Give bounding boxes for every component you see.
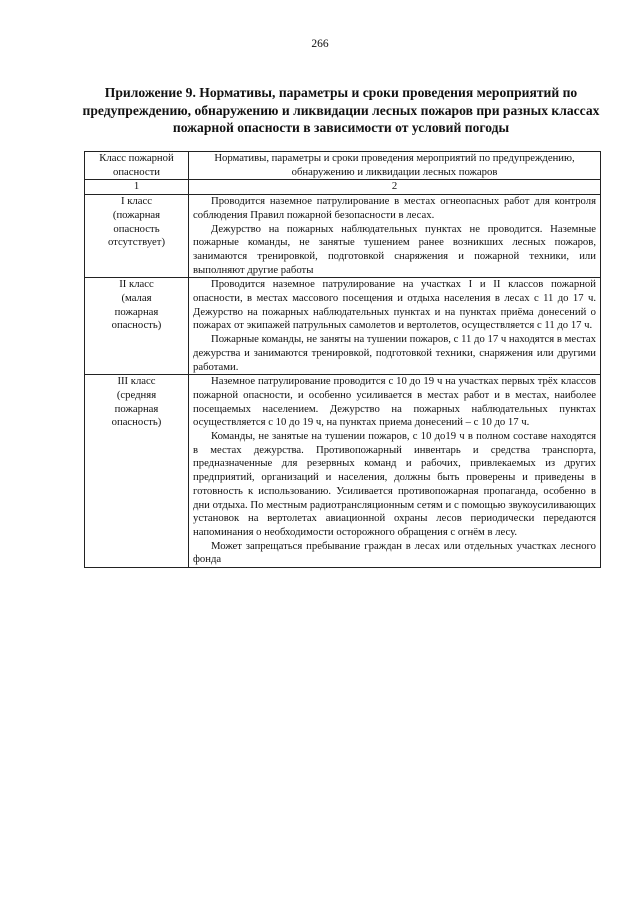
class-description: пожарная: [114, 402, 159, 415]
page-number: 266: [311, 38, 329, 50]
class-1-measures: [189, 195, 601, 278]
class-3-measures: [189, 375, 601, 568]
class-description: опасность: [113, 222, 160, 235]
class-description: (малая: [121, 292, 152, 305]
class-description: (средняя: [116, 388, 157, 401]
class-label: II класс: [119, 278, 154, 291]
header-measures-column: Нормативы, параметры и сроки проведения мероприятий по предупреждению, обнаружению и ликвидации лесных пожаров: [189, 152, 601, 180]
measure-paragraph: Команды, не занятые на тушении пожаров, с 10 до19 ч в полном составе находятся в местах дежурства. Противопожарный инвентарь и средства транспорта, предназначенные для резервных команд и рабочих, привлекаемых из других предприятий, организаций и населения, должны быть проверены и приведены в готовность к использованию. Усиливается противопожарная пропаганда, особенно в дни отдыха. По местным радиотрансляционным сетям и с помощью звукоусиливающих установок на вертолетах авиационной охраны лесов периодически передаются напоминания о необходимости осторожного обращения с огнём в лесу.: [193, 430, 596, 538]
appendix-title: Приложение 9. Нормативы, параметры и сроки проведения мероприятий по предупреждению, обнаружению и ликвидации лесных пожаров при разных классах пожарной опасности в зависимости от условий погоды: [82, 85, 600, 135]
table-row-class-2: [85, 278, 601, 375]
class-2-cell: [85, 278, 189, 375]
measure-paragraph: Проводится наземное патрулирование в местах огнеопасных работ для контроля соблюдения Правил пожарной безопасности в лесах.: [193, 195, 596, 221]
table-row-class-3: [85, 375, 601, 568]
table-row-class-1: [85, 195, 601, 278]
header-class-column: Класс пожарной опасности: [85, 152, 189, 180]
class-description: отсутствует): [107, 236, 166, 249]
class-label: I класс: [121, 195, 152, 208]
class-2-measures: [189, 278, 601, 375]
class-description: (пожарная: [112, 208, 161, 221]
class-description: опасность): [111, 416, 162, 429]
class-3-cell: [85, 375, 189, 568]
column-number-1: 1: [85, 180, 189, 195]
class-1-cell: [85, 195, 189, 278]
table-header-row: [85, 152, 601, 180]
class-description: опасность): [111, 319, 162, 332]
measure-paragraph: Наземное патрулирование проводится с 10 до 19 ч на участках первых трёх классов пожарной опасности, и особенно усиливается в местах работ и в местах, наиболее посещаемых населением. Дежурство на пожарных наблюдательных пунктах осуществляется с 10 до 19 ч, на пунктах приема донесений – с 10 до 17 ч.: [193, 375, 596, 429]
class-description: пожарная: [114, 305, 159, 318]
fire-danger-norms-table: [84, 151, 601, 568]
measure-paragraph: Дежурство на пожарных наблюдательных пунктах не проводится. Наземные пожарные команды, не занятые тушением ранее возникших лесных пожаров, занимаются тренировкой, подготовкой снаряжения и пожарной техники, или выполняют другие работы: [193, 222, 596, 276]
measure-paragraph: Может запрещаться пребывание граждан в лесах или отдельных участках лесного фонда: [193, 539, 596, 566]
column-number-2: 2: [189, 180, 601, 195]
column-number-row: [85, 180, 601, 195]
measure-paragraph: Пожарные команды, не заняты на тушении пожаров, с 11 до 17 ч находятся в местах дежурства и занимаются тренировкой, подготовкой техники, снаряжения или другими работами.: [193, 333, 596, 373]
measure-paragraph: Проводится наземное патрулирование на участках I и II классов пожарной опасности, в местах массового посещения и отдыха населения в лесах с 11 до 17 ч. Дежурство на пожарных наблюдательных пунктах и на пунктах приёма донесений о пожарах от экипажей патрульных самолетов и вертолетов, осуществляется с 11 до 17 ч.: [193, 278, 596, 332]
class-label: III класс: [117, 375, 156, 388]
